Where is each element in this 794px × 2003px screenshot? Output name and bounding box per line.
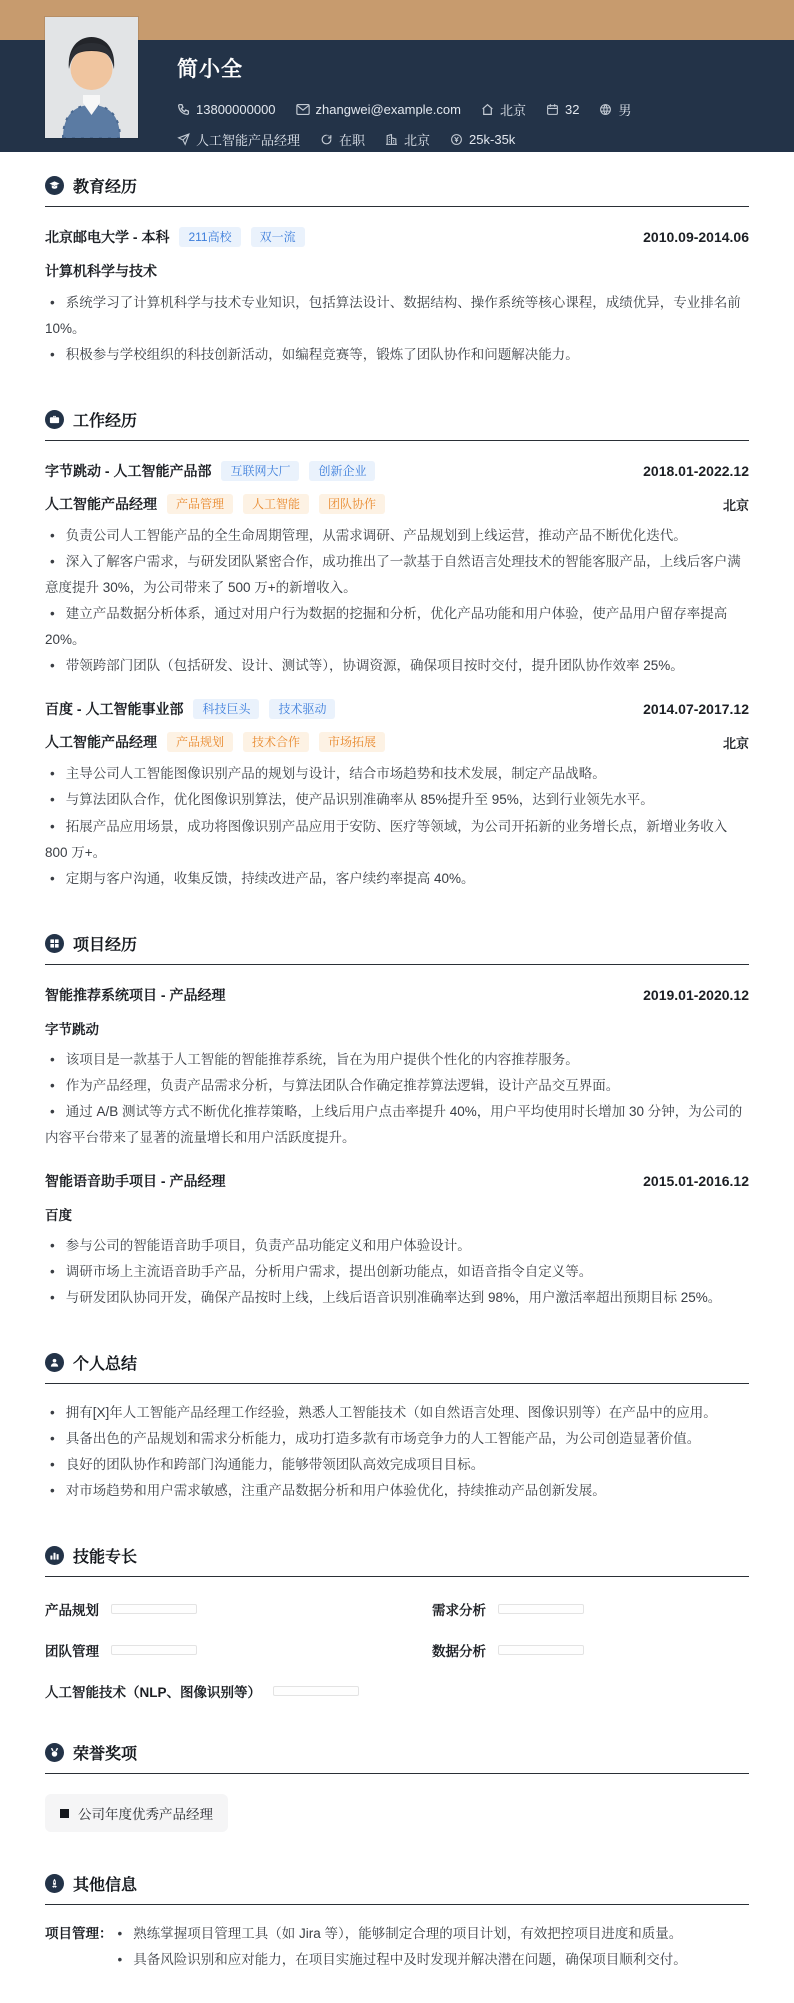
gender-item — [599, 100, 631, 119]
bullet-item: • 熟练掌握项目管理工具（如 Jira 等），能够制定合理的项目计划，有效把控项目进度和质量。 — [113, 1921, 750, 1947]
contact-row-1 — [177, 100, 749, 119]
age-value: 32 — [564, 102, 580, 117]
skill-item — [432, 1599, 749, 1619]
skill-label: 产品规划 — [45, 1603, 99, 1619]
skill-label: 需求分析 — [432, 1603, 486, 1619]
salary-icon — [450, 133, 463, 146]
rocket-icon — [45, 1874, 64, 1893]
major-name: 计算机科学与技术 — [45, 263, 157, 279]
work-bullets — [45, 761, 749, 891]
job-status-item — [320, 130, 365, 149]
role-tag: 团队协作 — [319, 494, 385, 514]
bullet-item: • 主导公司人工智能图像识别产品的规划与设计，结合市场趋势和技术发展，制定产品战略。 — [45, 761, 749, 787]
work-entry-sub — [45, 494, 749, 514]
education-entry-left — [45, 227, 305, 247]
skill-item — [45, 1640, 362, 1660]
skill-item — [45, 1599, 362, 1619]
section-head-education — [45, 174, 749, 207]
section-title-skills: 技能专长 — [73, 1549, 138, 1567]
section-work — [45, 408, 749, 892]
job-intention-icon — [177, 133, 190, 146]
honor-chip — [45, 1794, 228, 1832]
bullet-item: • 带领跨部门团队（包括研发、设计、测试等），协调资源，确保项目按时交付，提升团队协作效率 25%。 — [45, 653, 749, 679]
briefcase-icon — [45, 410, 64, 429]
project-date: 2015.01-2016.12 — [643, 1172, 749, 1189]
role-tag: 技术合作 — [243, 732, 309, 752]
skill-bar — [273, 1686, 359, 1696]
section-title-education: 教育经历 — [73, 179, 138, 196]
work-entry-sub — [45, 732, 749, 752]
bullet-item: • 良好的团队协作和跨部门沟通能力，能够带领团队高效完成项目目标。 — [45, 1452, 749, 1478]
bar-chart-icon — [45, 1546, 64, 1565]
company-name: 百度 - 人工智能事业部 — [45, 701, 184, 718]
section-head-work — [45, 408, 749, 441]
section-other — [45, 1872, 749, 1973]
skills-grid — [45, 1599, 749, 1701]
other-info-label: 项目管理： — [45, 1926, 113, 1942]
project-entry — [45, 985, 749, 1151]
skill-label: 人工智能技术（NLP、图像识别等） — [45, 1685, 261, 1701]
status-icon — [320, 133, 333, 146]
skill-label: 团队管理 — [45, 1644, 99, 1660]
section-education — [45, 174, 749, 368]
other-info-row — [45, 1921, 749, 1973]
project-entry — [45, 1171, 749, 1311]
graduation-cap-icon — [45, 176, 64, 195]
project-entry-head — [45, 985, 749, 1005]
role-title: 人工智能产品经理 — [45, 734, 157, 751]
bullet-item: • 作为产品经理，负责产品需求分析，与算法团队合作确定推荐算法逻辑，设计产品交互界面。 — [45, 1073, 749, 1099]
project-grid-icon — [45, 934, 64, 953]
education-date: 2010.09-2014.06 — [643, 229, 749, 245]
section-title-honors: 荣誉奖项 — [73, 1746, 138, 1764]
section-title-summary: 个人总结 — [73, 1355, 138, 1373]
bullet-item: • 拥有[X]年人工智能产品经理工作经验，熟悉人工智能技术（如自然语言处理、图像识别等）在产品中的应用。 — [45, 1400, 749, 1426]
section-summary — [45, 1351, 749, 1504]
skill-item — [432, 1640, 749, 1660]
role-tag: 产品管理 — [167, 494, 233, 514]
bullet-item: • 具备风险识别和应对能力，在项目实施过程中及时发现并解决潜在问题，确保项目顺利交付。 — [113, 1947, 750, 1973]
bullet-item: • 调研市场上主流语音助手产品，分析用户需求，提出创新功能点，如语音指令自定义等。 — [45, 1259, 749, 1285]
section-head-other — [45, 1872, 749, 1905]
resume-header — [0, 40, 794, 152]
work-entry-left — [45, 699, 335, 719]
project-entry-head — [45, 1171, 749, 1191]
role-tag: 人工智能 — [243, 494, 309, 514]
project-company: 字节跳动 — [45, 1021, 99, 1037]
medal-icon — [45, 1743, 64, 1762]
phone-item — [177, 102, 276, 117]
section-title-projects: 项目经历 — [73, 936, 138, 954]
company-tag: 创新企业 — [309, 461, 375, 481]
work-entry-head — [45, 461, 749, 481]
home-location-item — [481, 100, 526, 119]
bullet-item: • 负责公司人工智能产品的全生命周期管理，从需求调研、产品规划到上线运营，推动产品不断优化迭代。 — [45, 523, 749, 549]
section-title-work: 工作经历 — [73, 413, 138, 431]
work-location: 北京 — [722, 735, 749, 751]
person-icon — [45, 1353, 64, 1372]
email-icon — [296, 103, 310, 116]
bullet-item: • 深入了解客户需求，与研发团队紧密合作，成功推出了一款基于自然语言处理技术的智能客服产品，上线后客户满意度提升 30%，为公司带来了 500 万+的新增收入。 — [45, 549, 749, 601]
work-role-row — [45, 494, 385, 514]
school-name: 北京邮电大学 - 本科 — [45, 229, 170, 245]
project-bullets — [45, 1047, 749, 1151]
job-intention-item — [177, 130, 300, 149]
school-tag: 双一流 — [251, 227, 305, 247]
job-intention: 人工智能产品经理 — [196, 133, 301, 148]
role-tag: 产品规划 — [167, 732, 233, 752]
education-entry-head — [45, 227, 749, 247]
skill-label: 数据分析 — [432, 1644, 486, 1660]
honor-text: 公司年度优秀产品经理 — [78, 1807, 213, 1823]
work-entry-left — [45, 461, 375, 481]
email-address: zhangwei@example.com — [315, 102, 461, 117]
resume-body — [0, 174, 794, 2003]
section-projects — [45, 932, 749, 1311]
phone-icon — [177, 103, 190, 116]
project-name: 智能推荐系统项目 - 产品经理 — [45, 986, 226, 1003]
work-date: 2018.01-2022.12 — [643, 463, 749, 480]
bullet-item: • 与研发团队协同开发，确保产品按时上线，上线后语音识别准确率达到 98%，用户激活率超出预期目标 25%。 — [45, 1285, 749, 1311]
skill-bar — [111, 1604, 197, 1614]
email-item — [296, 102, 461, 117]
work-entry — [45, 461, 749, 679]
contact-row-2 — [177, 130, 749, 149]
bullet-item: • 参与公司的智能语音助手项目，负责产品功能定义和用户体验设计。 — [45, 1233, 749, 1259]
section-head-projects — [45, 932, 749, 965]
project-company: 百度 — [45, 1207, 72, 1223]
section-head-summary — [45, 1351, 749, 1384]
city-value: 北京 — [404, 133, 431, 148]
summary-bullets — [45, 1400, 749, 1504]
skill-item — [45, 1681, 749, 1701]
company-name: 字节跳动 - 人工智能产品部 — [45, 463, 212, 480]
work-date: 2014.07-2017.12 — [643, 701, 749, 718]
candidate-name: 简小全 — [177, 58, 243, 81]
skill-bar — [111, 1645, 197, 1655]
section-head-skills — [45, 1544, 749, 1577]
home-location: 北京 — [499, 103, 526, 118]
city-item — [385, 130, 430, 149]
bullet-item: • 与算法团队合作，优化图像识别算法，使产品识别准确率从 85%提升至 95%，达到行业领先水平。 — [45, 787, 749, 813]
work-bullets — [45, 523, 749, 679]
school-tag: 211高校 — [179, 227, 240, 247]
age-item — [546, 102, 579, 117]
bullet-item: • 拓展产品应用场景，成功将图像识别产品应用于安防、医疗等领域，为公司开拓新的业务增长点，新增业务收入 800 万+。 — [45, 814, 749, 866]
section-title-other: 其他信息 — [73, 1877, 138, 1895]
avatar — [45, 17, 138, 138]
gender-value: 男 — [618, 103, 632, 118]
honor-badge-icon — [60, 1809, 69, 1818]
bullet-item: • 建立产品数据分析体系，通过对用户行为数据的挖掘和分析，优化产品功能和用户体验，使产品用户留存率提高 20%。 — [45, 601, 749, 653]
bullet-item: • 具备出色的产品规划和需求分析能力，成功打造多款有市场竞争力的人工智能产品，为公司创造显著价值。 — [45, 1426, 749, 1452]
bullet-item: • 对市场趋势和用户需求敏感，注重产品数据分析和用户体验优化，持续推动产品创新发展。 — [45, 1478, 749, 1504]
city-icon — [385, 133, 398, 146]
role-title: 人工智能产品经理 — [45, 496, 157, 513]
gender-icon — [599, 103, 612, 116]
education-bullets — [45, 290, 749, 368]
section-skills — [45, 1544, 749, 1701]
other-bullets — [113, 1921, 750, 1973]
home-icon — [481, 103, 494, 116]
project-date: 2019.01-2020.12 — [643, 986, 749, 1003]
work-role-row — [45, 732, 385, 752]
project-name: 智能语音助手项目 - 产品经理 — [45, 1172, 226, 1189]
profile-photo — [45, 17, 138, 138]
skill-bar — [498, 1645, 584, 1655]
bullet-item: • 系统学习了计算机科学与技术专业知识，包括算法设计、数据结构、操作系统等核心课程，成绩优异，专业排名前 10%。 — [45, 290, 749, 342]
project-bullets — [45, 1233, 749, 1311]
work-entry — [45, 699, 749, 891]
bullet-item: • 通过 A/B 测试等方式不断优化推荐策略，上线后用户点击率提升 40%，用户平均使用时长增加 30 分钟，为公司的内容平台带来了显著的流量增长和用户活跃度提升。 — [45, 1099, 749, 1151]
company-tag: 科技巨头 — [193, 699, 259, 719]
bullet-item: • 定期与客户沟通，收集反馈，持续改进产品，客户续约率提高 40%。 — [45, 866, 749, 892]
section-head-honors — [45, 1741, 749, 1774]
work-entry-head — [45, 699, 749, 719]
work-location: 北京 — [722, 497, 749, 513]
salary-item — [450, 132, 515, 147]
role-tag: 市场拓展 — [319, 732, 385, 752]
company-tag: 互联网大厂 — [221, 461, 299, 481]
job-status: 在职 — [339, 133, 366, 148]
salary-range: 25k-35k — [469, 132, 516, 147]
section-honors — [45, 1741, 749, 1832]
age-icon — [546, 103, 559, 116]
phone-number: 13800000000 — [196, 102, 276, 117]
bullet-item: • 积极参与学校组织的科技创新活动，如编程竞赛等，锻炼了团队协作和问题解决能力。 — [45, 342, 749, 368]
company-tag: 技术驱动 — [269, 699, 335, 719]
bullet-item: • 该项目是一款基于人工智能的智能推荐系统，旨在为用户提供个性化的内容推荐服务。 — [45, 1047, 749, 1073]
skill-bar — [498, 1604, 584, 1614]
